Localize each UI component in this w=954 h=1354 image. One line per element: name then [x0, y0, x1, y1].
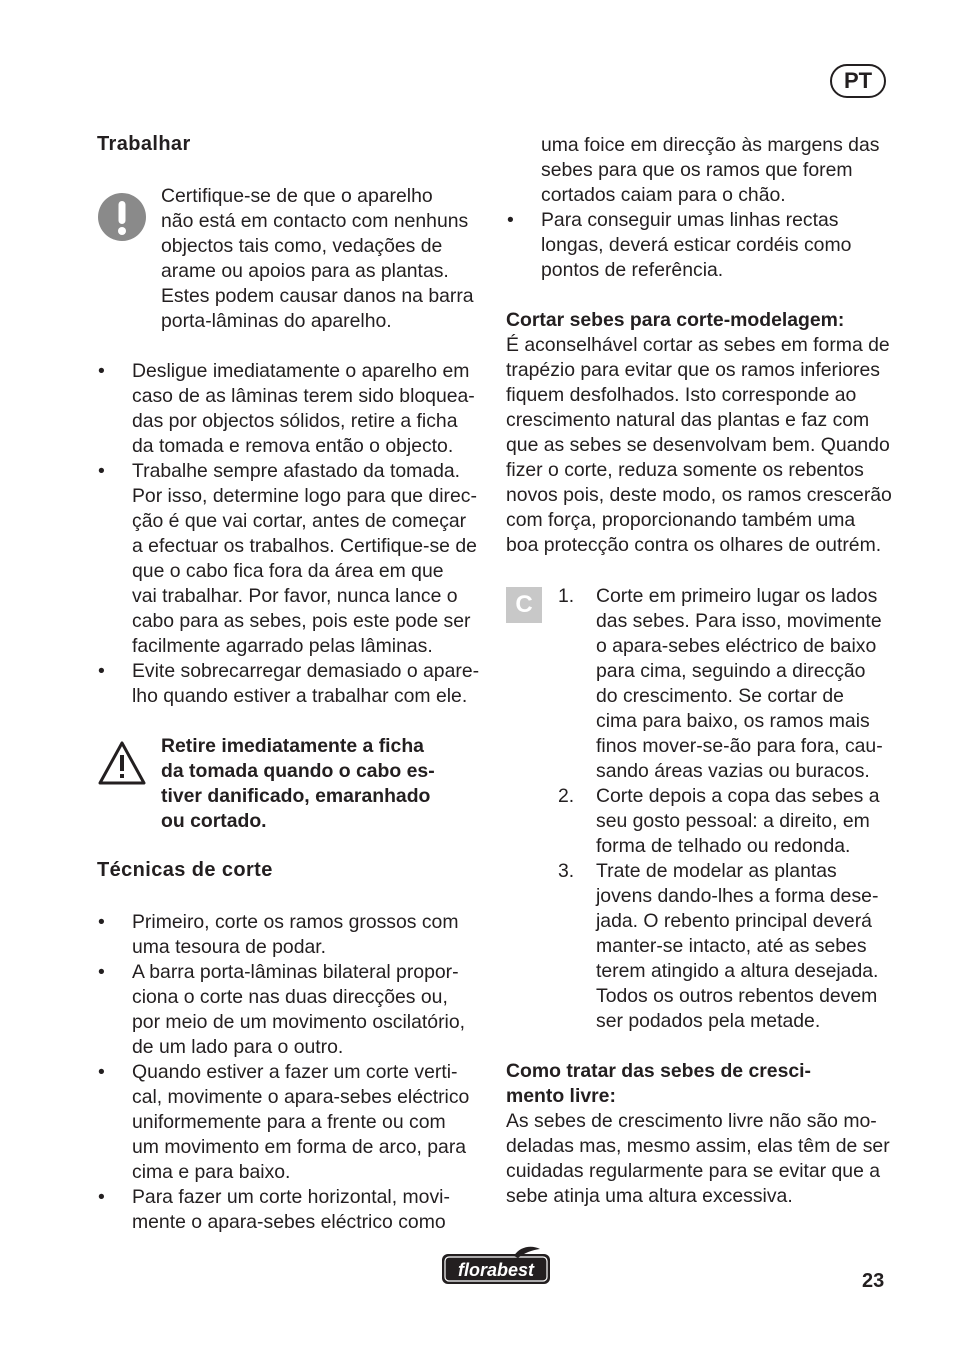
- subheading-modelagem: Cortar sebes para corte-modelagem:: [506, 309, 845, 331]
- exclamation-circle-icon: [97, 192, 147, 242]
- svg-text:florabest: florabest: [457, 1260, 535, 1280]
- numbered-steps: [558, 584, 906, 1034]
- bullet-list-right: [507, 208, 911, 283]
- florabest-logo: [440, 1246, 552, 1286]
- list-item: • Primeiro, corte os ramos grossos com uma tesoura de podar.: [98, 911, 459, 958]
- paragraph-modelagem: É aconselhável cortar as sebes em forma de trapézio para evitar que os ramos inferiores fiquem desfolhados. Isto corresponde ao crescimento natural das plantas e faz com que as sebes se desenvolvam bem. Quando fizer o corte, reduza somente os rebentos novos pois, deste modo, os ramos crescerão com força, proporcionando também uma boa protecção contra os olhares de outrém.: [506, 334, 892, 556]
- list-item: • Quando estiver a fazer um corte verti- cal, movimente o apara-sebes eléctrico uniformemente para a frente ou com um movimento em forma de arco, para cima e para baixo.: [98, 1061, 470, 1183]
- language-badge: PT: [830, 64, 886, 98]
- list-item: • Desligue imediatamente o aparelho em caso de as lâminas terem sido bloquea- das por objectos sólidos, retire a ficha da tomada e remova então o objecto.: [98, 360, 475, 457]
- list-item: • Evite sobrecarregar demasiado o apare- lho quando estiver a trabalhar com ele.: [98, 660, 480, 707]
- list-item: • Para fazer um corte horizontal, movi- mente o apara-sebes eléctrico como: [98, 1186, 450, 1233]
- section-heading-trabalhar: Trabalhar: [97, 133, 191, 155]
- list-item: • Para conseguir umas linhas rectas longas, deverá esticar cordéis como pontos de referência.: [507, 209, 852, 281]
- page-number: 23: [862, 1270, 885, 1292]
- warning-triangle-icon: [97, 740, 147, 786]
- list-item: • Trabalhe sempre afastado da tomada. Por isso, determine logo para que direc- ção é que vai cortar, antes de começar a efectuar os trabalhos. Certifique-se de que o cabo fica fora da área em que vai trabalhar. Por favor, nunca lance o cabo para as sebes, pois este pode ser facilmente agarrado pelas lâminas.: [98, 460, 477, 657]
- warning-text: Retire imediatamente a ficha da tomada quando o cabo es- tiver danificado, emaranhado ou cortado.: [161, 735, 435, 832]
- list-item: 1. Corte em primeiro lugar os lados das sebes. Para isso, movimente o apara-sebes eléctrico de baixo para cima, seguindo a direcção do crescimento. Se cortar de cima para baixo, os ramos mais finos mover-se-ão para fora, cau- sando áreas vazias ou buracos.: [558, 585, 883, 782]
- subheading-livre: Como tratar das sebes de cresci- mento livre:: [506, 1060, 811, 1107]
- bullet-list-trabalhar: [98, 359, 492, 709]
- bullet-list-tecnicas: [98, 910, 492, 1235]
- continuation-text: uma foice em direcção às margens das sebes para que os ramos que forem cortados caiam para o chão.: [541, 134, 880, 206]
- figure-reference-badge: C: [506, 587, 542, 623]
- list-item: 2. Corte depois a copa das sebes a seu gosto pessoal: a direito, em forma de telhado ou redonda.: [558, 785, 880, 857]
- paragraph-livre: As sebes de crescimento livre não são mo- deladas mas, mesmo assim, elas têm de ser cuidadas regularmente para se evitar que a sebe atinja uma altura excessiva.: [506, 1110, 890, 1207]
- section-heading-tecnicas: Técnicas de corte: [97, 859, 273, 881]
- list-item: • A barra porta-lâminas bilateral propor- ciona o corte nas duas direcções ou, por meio de um movimento oscilatório, de um lado para o outro.: [98, 961, 466, 1058]
- list-item: 3. Trate de modelar as plantas jovens dando-lhes a forma dese- jada. O rebento principal deverá manter-se intacto, até as sebes terem atingido a altura desejada. Todos os outros rebentos devem ser podados pela metade.: [558, 860, 879, 1032]
- note-text: Certifique-se de que o aparelho não está em contacto com nenhuns objectos tais como, vedações de arame ou apoios para as plantas. Estes podem causar danos na barra porta-lâminas do aparelho.: [161, 185, 474, 332]
